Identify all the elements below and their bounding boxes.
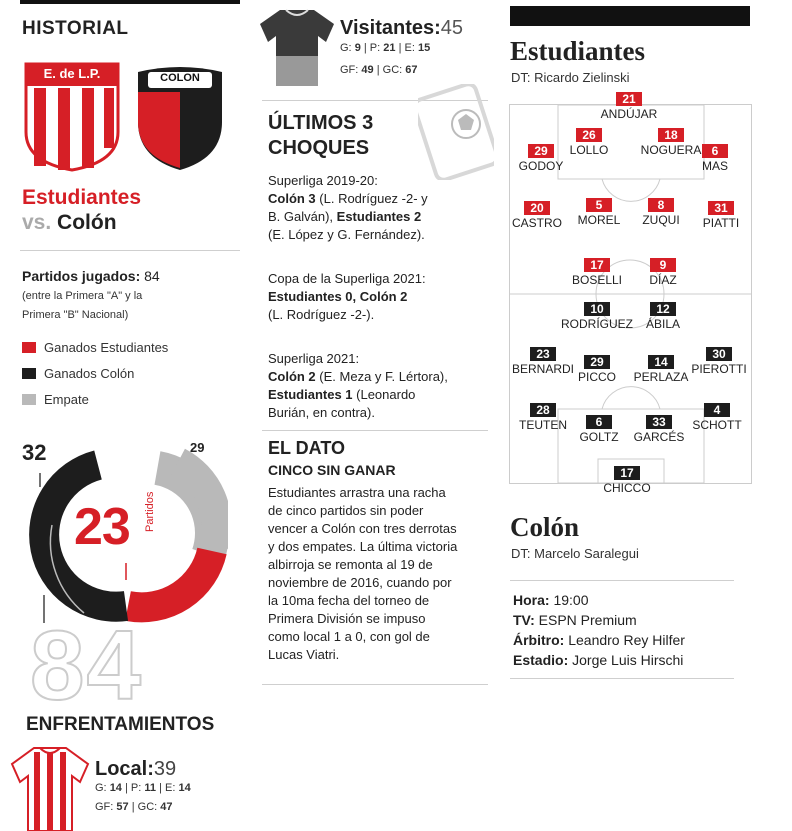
player-home	[670, 144, 760, 173]
player-name: TEUTEN	[519, 418, 567, 432]
player-name: RODRÍGUEZ	[561, 317, 633, 331]
visitantes-stats-1: G: 9 | P: 21 | E: 15	[340, 42, 431, 54]
player-number: 26	[576, 128, 602, 142]
player-number: 9	[650, 258, 676, 272]
legend-label: Ganados Estudiantes	[44, 340, 169, 355]
visitantes-line	[340, 17, 463, 40]
player-number: 14	[648, 355, 674, 369]
dato-line: de cinco partidos sin poder	[268, 503, 424, 518]
played-label: Partidos jugados:	[22, 268, 141, 284]
dato-line: vencer a Colón con tres derrotas	[268, 521, 457, 536]
colon-badge-text: COLON	[160, 72, 200, 84]
player-name: MAS	[701, 159, 728, 173]
local-label: Local:	[95, 758, 154, 780]
player-home	[618, 258, 708, 287]
stat-value: 14	[109, 782, 122, 794]
match-3-team2: Estudiantes 1	[268, 387, 353, 402]
info-tv	[513, 610, 685, 630]
stat-value: 47	[160, 801, 173, 813]
match-info	[513, 590, 685, 670]
stat-key: G:	[95, 782, 107, 794]
match-1-comp: Superliga 2019-20:	[268, 173, 378, 188]
player-away	[618, 302, 708, 331]
stat-value: 11	[144, 782, 157, 794]
player-number: 28	[530, 403, 556, 417]
local-line	[95, 758, 176, 781]
player-number: 23	[530, 347, 556, 361]
estudiantes-badge-text: E. de L.P.	[43, 66, 101, 81]
played-note-1: (entre la Primera "A" y la	[22, 290, 143, 302]
stat-key: GF:	[95, 801, 114, 813]
player-home	[676, 201, 766, 230]
historial-title: HISTORIAL	[22, 18, 129, 39]
stat-key: E:	[165, 782, 176, 794]
player-number: 21	[616, 92, 642, 106]
match-2-comp: Copa de la Superliga 2021:	[268, 271, 426, 286]
donut-center-label: Partidos	[144, 491, 156, 532]
donut-center-value: 23	[74, 498, 130, 556]
divider	[262, 684, 488, 685]
colon-badge	[134, 62, 226, 172]
match-3-text2a: (Leonardo	[352, 387, 416, 402]
dato-title: EL DATO	[268, 438, 346, 458]
last3-title	[268, 111, 373, 161]
player-name: ANDÚJAR	[600, 107, 658, 121]
dato-line: albirroja se remonta al 19 de	[268, 557, 433, 572]
player-number: 8	[648, 198, 674, 212]
local-stats-1: G: 14 | P: 11 | E: 14	[95, 782, 191, 794]
player-name: GOLTZ	[579, 430, 619, 444]
player-number: 30	[706, 347, 732, 361]
player-number: 31	[708, 201, 734, 215]
info-value: Leandro Rey Hilfer	[564, 632, 685, 648]
played-value: 84	[144, 268, 160, 284]
player-name: NOGUERA	[640, 143, 702, 157]
home-dt: DT: Ricardo Zielinski	[511, 70, 630, 85]
match-1-team1: Colón 3	[268, 191, 316, 206]
legend-label: Empate	[44, 392, 89, 407]
matchup-vs: vs.	[22, 211, 52, 234]
stat-value: 15	[417, 42, 431, 54]
player-name: CHICCO	[603, 481, 651, 495]
divider	[510, 678, 734, 679]
player-name: ÁBILA	[645, 317, 681, 331]
match-1-text2: (E. López y G. Fernández).	[268, 227, 425, 242]
player-name: CASTRO	[511, 216, 562, 230]
player-name: DÍAZ	[649, 273, 677, 287]
dato-line: la 10ma fecha del torneo de	[268, 593, 430, 608]
away-team-title: Colón	[510, 512, 580, 542]
dato-line: como local 1 a 0, con gol de	[268, 629, 430, 644]
visitantes-value: 45	[440, 17, 464, 39]
player-number: 29	[528, 144, 554, 158]
player-away	[674, 347, 764, 376]
top-bar-right	[510, 6, 750, 26]
legend-swatch-red	[22, 342, 36, 353]
played-note-2: Primera "B" Nacional)	[22, 309, 129, 321]
stat-key: GC:	[137, 801, 158, 813]
stat-key: P:	[130, 782, 142, 794]
player-number: 18	[658, 128, 684, 142]
player-home	[496, 144, 586, 173]
player-name: LOLLO	[569, 143, 609, 157]
last3-title-line2: CHOQUES	[268, 137, 370, 159]
dato-line: y dos empates. La última victoria	[268, 539, 458, 554]
player-number: 29	[584, 355, 610, 369]
player-number: 6	[702, 144, 728, 158]
dato-line: Estudiantes arrastra una racha	[268, 485, 446, 500]
player-away	[672, 403, 762, 432]
dato-line: Lucas Viatri.	[268, 647, 340, 662]
player-number: 17	[614, 466, 640, 480]
player-name: BERNARDI	[511, 362, 574, 376]
match-3-text2b: Burián, en contra).	[268, 405, 375, 420]
stat-key: GF:	[340, 64, 359, 76]
match-1-text1b: B. Galván),	[268, 209, 334, 224]
legend-swatch-black	[22, 368, 36, 379]
match-3-text1: (E. Meza y F. Lértora),	[315, 369, 448, 384]
match-1-text1a: (L. Rodríguez -2- y	[315, 191, 428, 206]
legend-swatch-gray	[22, 394, 36, 405]
away-dt: DT: Marcelo Saralegui	[511, 546, 639, 561]
divider	[510, 580, 734, 581]
player-number: 10	[584, 302, 610, 316]
home-team-title: Estudiantes	[510, 36, 646, 66]
stat-key: GC:	[382, 64, 403, 76]
info-label: TV:	[513, 612, 535, 628]
total-label: ENFRENTAMIENTOS	[26, 714, 215, 735]
matchup-away: Colón	[57, 211, 117, 234]
legend-home-wins	[22, 340, 168, 355]
divider	[20, 250, 240, 251]
player-name: MOREL	[577, 213, 621, 227]
legend-away-wins	[22, 366, 134, 381]
local-stats-2: GF: 57 | GC: 47	[95, 801, 173, 813]
match-1	[268, 172, 488, 244]
info-label: Estadio:	[513, 652, 569, 668]
match-2-text: (L. Rodríguez -2-).	[268, 307, 375, 322]
player-name: GARCÉS	[633, 430, 685, 444]
player-name: SCHOTT	[692, 418, 742, 432]
played-line	[22, 268, 160, 284]
info-arbitro	[513, 630, 685, 650]
dato-subtitle: CINCO SIN GANAR	[268, 462, 396, 478]
match-3	[268, 350, 488, 422]
player-name: PERLAZA	[633, 370, 689, 384]
dato-body	[268, 484, 490, 664]
tactics-board-icon	[418, 84, 494, 180]
info-label: Árbitro:	[513, 632, 565, 648]
last3-title-line1: ÚLTIMOS 3	[268, 112, 374, 134]
stat-value: 49	[361, 64, 374, 76]
visitantes-stats-2: GF: 49 | GC: 67	[340, 64, 418, 76]
local-shirt-icon	[10, 744, 90, 831]
stat-value: 57	[116, 801, 129, 813]
info-value: ESPN Premium	[534, 612, 637, 628]
stat-value: 9	[354, 42, 361, 54]
info-value: Jorge Luis Hirschi	[568, 652, 684, 668]
big-total: 84	[30, 610, 144, 720]
stat-value: 21	[383, 42, 396, 54]
matchup-line	[22, 211, 117, 235]
info-value: 19:00	[549, 592, 589, 608]
match-3-team1: Colón 2	[268, 369, 316, 384]
estudiantes-badge	[24, 62, 120, 172]
match-1-team2: Estudiantes 2	[333, 209, 422, 224]
stat-key: P:	[369, 42, 381, 54]
top-rule-left	[20, 0, 240, 4]
player-number: 6	[586, 415, 612, 429]
match-2	[268, 270, 488, 324]
player-home	[584, 92, 674, 121]
divider	[262, 430, 488, 431]
info-label: Hora:	[513, 592, 550, 608]
match-3-comp: Superliga 2021:	[268, 351, 360, 366]
stat-key: E:	[404, 42, 415, 54]
legend-draws	[22, 392, 89, 407]
player-number: 12	[650, 302, 676, 316]
player-name: PIEROTTI	[691, 362, 747, 376]
match-2-score: Estudiantes 0, Colón 2	[268, 289, 408, 304]
donut-gray-value: 29	[190, 440, 205, 455]
player-number: 5	[586, 198, 612, 212]
player-name: PICCO	[577, 370, 616, 384]
info-hora	[513, 590, 685, 610]
player-name: BOSELLI	[571, 273, 623, 287]
visitantes-shirt-icon	[258, 6, 336, 86]
player-name: PIATTI	[702, 216, 740, 230]
stat-value: 67	[405, 64, 418, 76]
player-number: 17	[584, 258, 610, 272]
local-value: 39	[153, 758, 177, 780]
player-name: GODOY	[518, 159, 564, 173]
stat-value: 14	[178, 782, 191, 794]
dato-line: noviembre de 2016, cuando por	[268, 575, 452, 590]
player-away	[582, 466, 672, 495]
player-name: ZUQUI	[642, 213, 680, 227]
player-number: 33	[646, 415, 672, 429]
info-estadio	[513, 650, 685, 670]
player-number: 20	[524, 201, 550, 215]
stat-key: G:	[340, 42, 352, 54]
donut-black-value: 32	[22, 440, 47, 465]
player-number: 4	[704, 403, 730, 417]
visitantes-label: Visitantes:	[340, 17, 441, 39]
legend-label: Ganados Colón	[44, 366, 135, 381]
dato-line: Primera División se impuso	[268, 611, 426, 626]
matchup-home: Estudiantes	[22, 186, 142, 209]
